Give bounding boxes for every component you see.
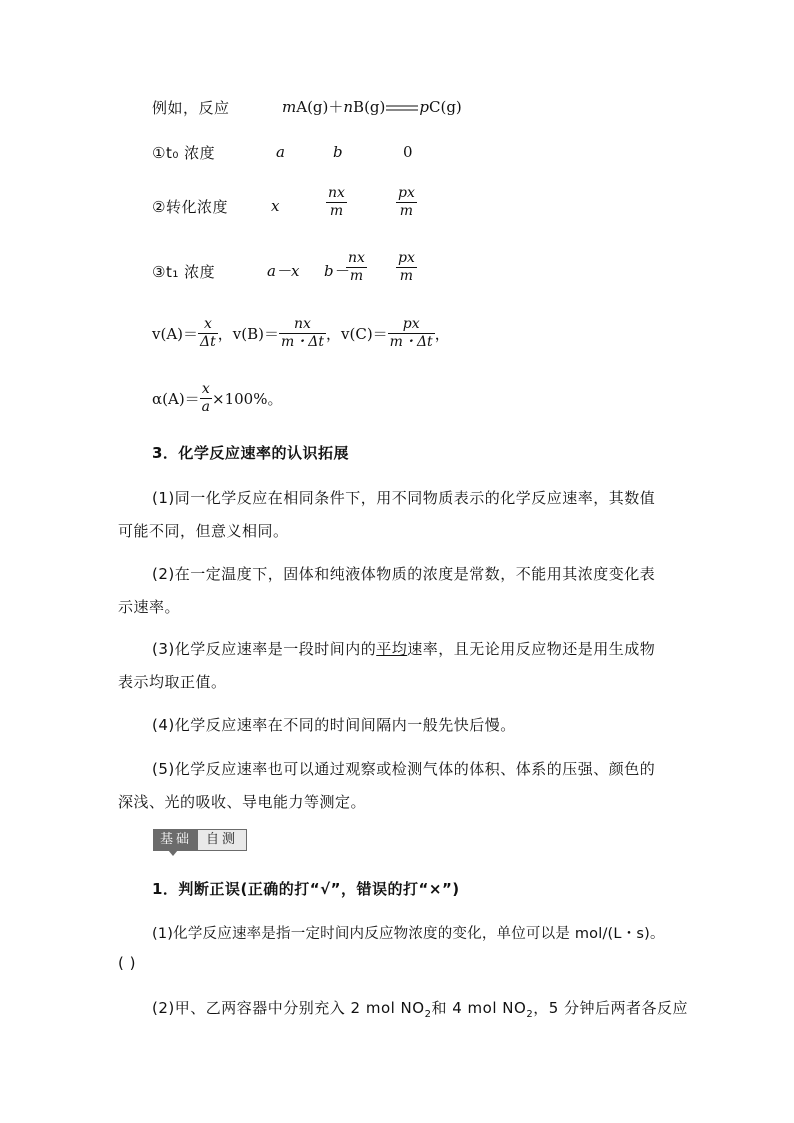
p5-line2: 深浅、光的吸收、导电能力等测定。 — [118, 793, 367, 811]
equilibrium-arrow-icon — [385, 103, 419, 113]
section3-heading: 3．化学反应速率的认识拓展 — [152, 444, 349, 462]
row1-c: 0 — [403, 143, 413, 161]
vA-num: x — [198, 316, 218, 334]
row3-label: ③t₁ 浓度 — [152, 263, 216, 281]
row2-a: x — [271, 197, 280, 215]
row3-c-num: px — [398, 250, 415, 266]
row3-a: a－x — [267, 262, 300, 280]
row1-a: a — [276, 143, 285, 161]
badge-right: 自测 — [206, 832, 239, 847]
conversion-formula — [152, 381, 282, 416]
example-label: 例如，反应 — [152, 99, 230, 117]
row1-label: ①t₀ 浓度 — [152, 144, 216, 162]
q2-sub2: 2 — [526, 1009, 534, 1020]
row2-b-den: m — [329, 203, 344, 219]
vA-fraction — [198, 316, 218, 351]
vA-den: Δt — [200, 334, 216, 350]
p5-line1: (5)化学反应速率也可以通过观察或检测气体的体积、体系的压强、颜色的 — [152, 760, 656, 778]
conversion-fraction — [200, 381, 212, 416]
conversion-rhs: ×100%。 — [212, 389, 283, 408]
vC-num: px — [388, 316, 435, 334]
vB-num: nx — [279, 316, 326, 334]
self-test-badge — [153, 829, 247, 851]
row2-b-fraction — [326, 185, 347, 220]
p3-line2: 表示均取正值。 — [118, 673, 227, 691]
vC-den: m・Δt — [389, 334, 433, 350]
row1-b: b — [333, 143, 343, 161]
row3-c-fraction — [396, 250, 417, 285]
p3-pre: (3)化学反应速率是一段时间内的 — [152, 640, 377, 658]
vB-den: m・Δt — [280, 334, 324, 350]
q2-line1 — [152, 997, 688, 1020]
reaction-equation: mA(g)＋nB(g) pC(g) — [282, 98, 462, 116]
row3-b-fraction — [346, 250, 367, 285]
q2-sub1: 2 — [424, 1009, 432, 1020]
p1-line2: 可能不同，但意义相同。 — [118, 522, 289, 540]
rate-end: ， — [434, 324, 450, 343]
vB-lhs: v(B)＝ — [232, 324, 279, 343]
row3-b-den: m — [349, 268, 364, 284]
q1-line1: (1)化学反应速率是指一定时间内反应物浓度的变化，单位可以是 mol/(L・s)。 — [152, 926, 665, 942]
p2-line2: 示速率。 — [118, 598, 181, 616]
row2-c-num: px — [398, 185, 415, 201]
p3-post: 速率，且无论用反应物还是用生成物 — [407, 640, 656, 658]
rate-sep1: ， — [217, 324, 233, 343]
row3-c-den: m — [399, 268, 414, 284]
conversion-num: x — [200, 381, 212, 399]
conversion-den: a — [201, 399, 211, 415]
p1-line1: (1)同一化学反应在相同条件下，用不同物质表示的化学反应速率，其数值 — [152, 489, 656, 507]
badge-left: 基础 — [154, 830, 198, 850]
row2-c-fraction — [396, 185, 417, 220]
row2-label: ②转化浓度 — [152, 198, 228, 216]
q2-mid: 和 4 mol NO — [431, 999, 527, 1017]
exercise-heading: 1．判断正误(正确的打“√”，错误的打“×”) — [152, 880, 460, 898]
p2-line1: (2)在一定温度下，固体和纯液体物质的浓度是常数，不能用其浓度变化表 — [152, 565, 656, 583]
rate-formulas — [152, 316, 450, 351]
vC-fraction — [388, 316, 435, 351]
row3-b-prefix: b－ — [324, 262, 349, 280]
vC-lhs: v(C)＝ — [341, 324, 388, 343]
row2-c-den: m — [399, 203, 414, 219]
conversion-lhs: α(A)＝ — [152, 389, 200, 408]
q1-answer-blank[interactable]: ( ) — [118, 954, 136, 972]
q2-pre: (2)甲、乙两容器中分别充入 2 mol NO — [152, 999, 425, 1017]
p3-underlined: 平均 — [376, 640, 408, 658]
p4-line: (4)化学反应速率在不同的时间间隔内一般先快后慢。 — [152, 716, 516, 734]
vB-fraction — [279, 316, 326, 351]
q2-post: ，5 分钟后两者各反应 — [533, 999, 688, 1017]
vA-lhs: v(A)＝ — [152, 324, 199, 343]
row3-b-num: nx — [348, 250, 365, 266]
row2-b-num: nx — [328, 185, 345, 201]
p3-line1 — [152, 638, 655, 659]
rate-sep2: ， — [326, 324, 342, 343]
